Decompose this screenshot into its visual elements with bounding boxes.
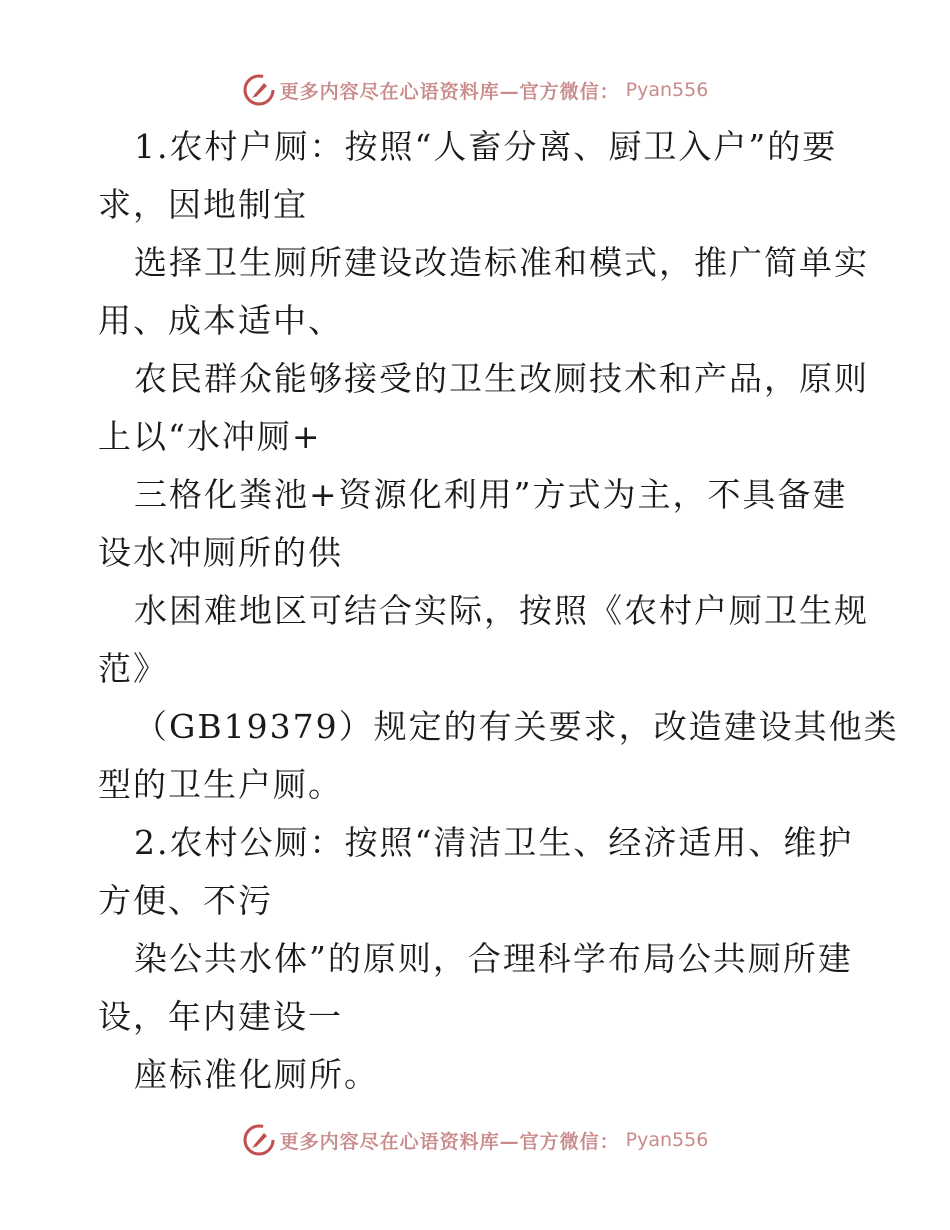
text-line: 设，年内建设一 <box>98 997 343 1036</box>
text-line: 选择卫生厕所建设改造标准和模式，推广简单实 <box>134 243 869 282</box>
watermark-text: 更多内容尽在心语资料库—官方微信： <box>279 80 620 103</box>
text-line: 座标准化厕所。 <box>134 1055 379 1094</box>
text-line: 染公共水体”的原则，合理科学布局公共厕所建 <box>134 939 853 978</box>
text-line: 设水冲厕所的供 <box>98 533 343 572</box>
text-line: 方便、不污 <box>98 881 273 920</box>
text-line: 农民群众能够接受的卫生改厕技术和产品，原则 <box>134 359 869 398</box>
watermark-wechat-id: Pyan556 <box>625 1129 709 1151</box>
footer-watermark <box>0 1120 950 1160</box>
document-body <box>98 118 899 1104</box>
text-line: 三格化粪池+资源化利用”方式为主，不具备建 <box>134 475 848 514</box>
text-line: 2.农村公厕：按照“清洁卫生、经济适用、维护 <box>134 823 854 862</box>
text-line: 水困难地区可结合实际，按照《农村户厕卫生规 <box>134 591 869 630</box>
text-line: 1.农村户厕：按照“人畜分离、厨卫入户”的要 <box>134 127 838 166</box>
text-line: （GB19379）规定的有关要求，改造建设其他类 <box>134 707 899 746</box>
watermark-text: 更多内容尽在心语资料库—官方微信： <box>279 1130 620 1153</box>
text-line: 型的卫生户厕。 <box>98 765 343 804</box>
text-line: 求，因地制宜 <box>98 185 308 224</box>
header-watermark <box>0 70 950 110</box>
text-line: 范》 <box>98 649 168 688</box>
watermark-wechat-id: Pyan556 <box>625 79 709 101</box>
text-line: 上以“水冲厕+ <box>98 417 322 456</box>
pen-nib-logo-icon <box>242 73 276 107</box>
text-line: 用、成本适中、 <box>98 301 343 340</box>
pen-nib-logo-icon <box>242 1123 276 1157</box>
